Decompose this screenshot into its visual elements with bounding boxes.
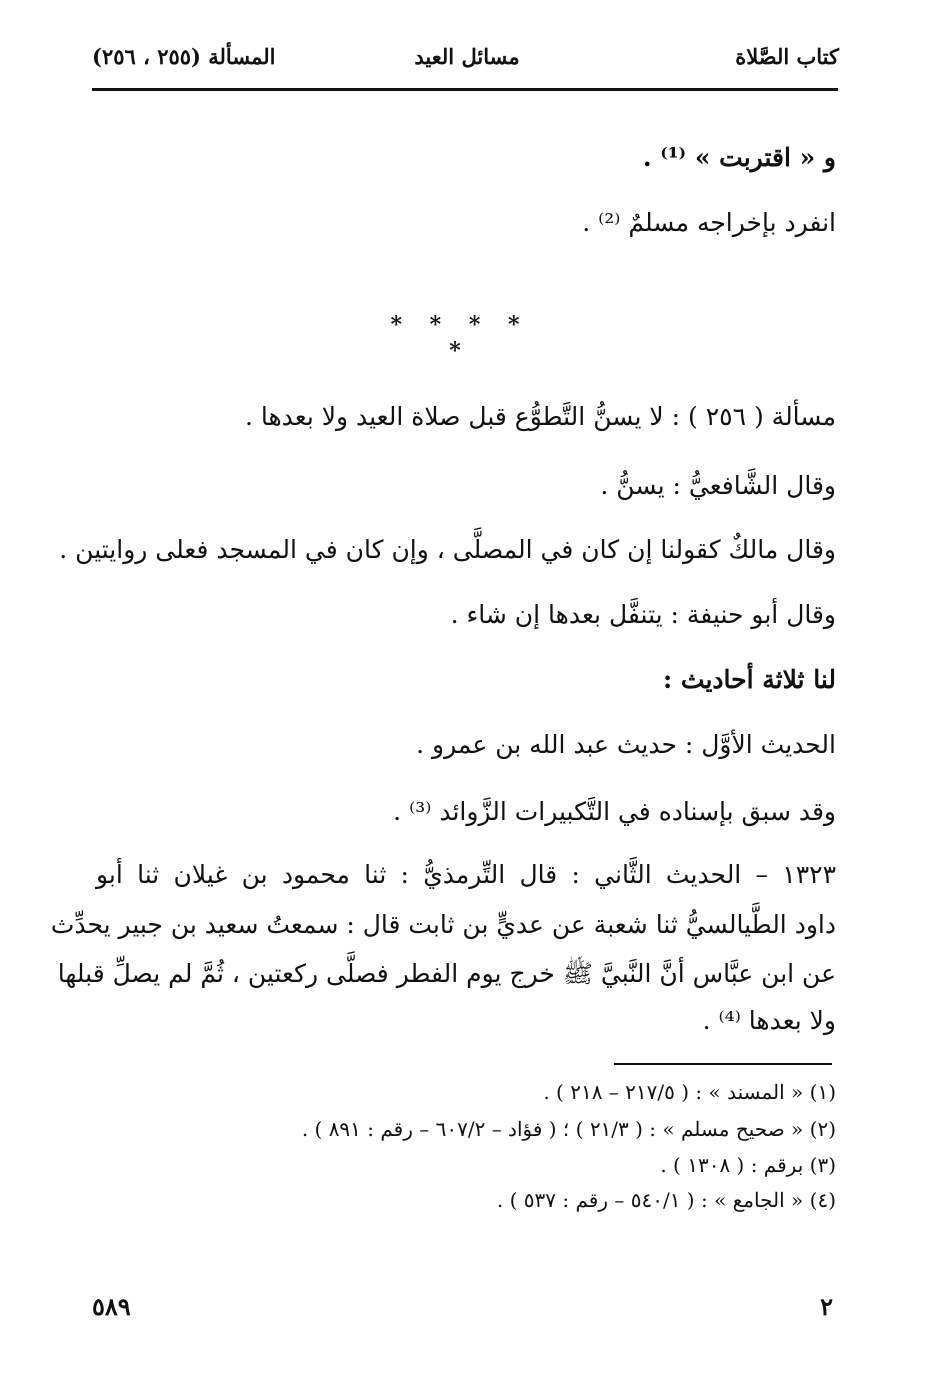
footnote-4: (٤) « الجامع » : ( ٥٤٠/١ – رقم : ٥٣٧ ) . — [496, 1188, 836, 1212]
text-line-malik: وقال مالكٌ كقولنا إن كان في المصلَّى ، وإن كان في المسجد فعلى روايتين . — [59, 535, 836, 564]
text-line-abu-hanifa: وقال أبو حنيفة : يتنفَّل بعدها إن شاء . — [450, 600, 836, 629]
text-line-isnad: وقد سبق بإسناده في التَّكبيرات الزَّوائد ⁽³⁾ . — [393, 797, 836, 826]
header-issue-range: المسألة (٢٥٥ ، ٢٥٦) — [92, 44, 276, 69]
footnote-2: (٢) « صحيح مسلم » : ( ٢١/٣ ) ؛ ( فؤاد – ٦٠٧/٢ – رقم : ٨٩١ ) . — [301, 1117, 836, 1141]
header-chapter-title: مسائل العيد — [414, 44, 520, 69]
text-line-2: انفرد بإخراجه مسلمٌ ⁽²⁾ . — [582, 208, 836, 237]
hadith-line-3: عن ابن عبَّاس أنَّ النَّبيَّ ﷺ خرج يوم الفطر فصلَّى ركعتين ، ثُمَّ لم يصلِّ قبلها — [57, 959, 836, 988]
section-separator: * * * * * — [390, 312, 530, 364]
page-number: ٥٨٩ — [92, 1292, 131, 1321]
text-line-first-hadith: الحديث الأوَّل : حديث عبد الله بن عمرو . — [416, 730, 836, 759]
footnote-rule — [614, 1063, 832, 1065]
volume-number: ٢ — [820, 1292, 833, 1321]
header-book-title: كتاب الصَّلاة — [735, 44, 839, 69]
header-rule — [92, 88, 838, 91]
issue-heading: مسألة ( ٢٥٦ ) : لا يسنُّ التَّطوُّع قبل صلاة العيد ولا بعدها . — [244, 402, 836, 431]
footnote-1: (١) « المسند » : ( ٢١٧/٥ – ٢١٨ ) . — [543, 1080, 836, 1104]
text-line-three-hadith: لنا ثلاثة أحاديث : — [662, 665, 836, 694]
hadith-line-2: داود الطَّيالسيُّ ثنا شعبة عن عديٍّ بن ثابت قال : سمعتُ سعيد بن جبير يحدِّث — [50, 910, 836, 939]
hadith-line-4: ولا بعدها ⁽⁴⁾ . — [702, 1006, 836, 1035]
hadith-line-1: ١٣٢٣ – الحديث الثَّاني : قال التِّرمذيُّ : ثنا محمود بن غيلان ثنا أبو — [96, 860, 836, 889]
text-line-shafii: وقال الشَّافعيُّ : يسنُّ . — [600, 471, 836, 500]
footnote-3: (٣) برقم : ( ١٣٠٨ ) . — [660, 1153, 836, 1177]
text-line-1: و « اقتربت » ⁽¹⁾ . — [642, 143, 836, 172]
